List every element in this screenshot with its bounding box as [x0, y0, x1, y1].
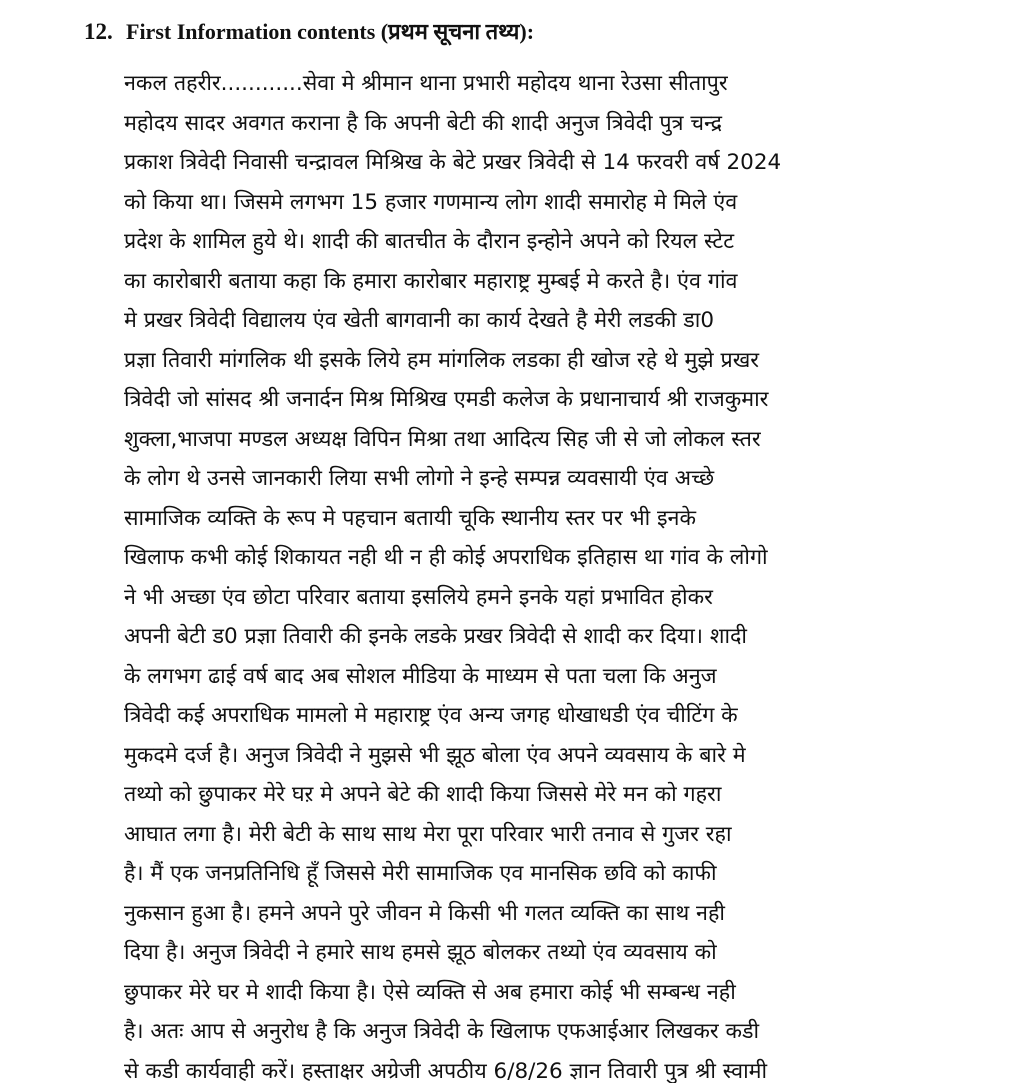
text-line: आघात लगा है। मेरी बेटी के साथ साथ मेरा पूरा परिवार भारी तनाव से गुजर रहा — [124, 821, 732, 847]
text-line: का कारोबारी बताया कहा कि हमारा कारोबार महाराष्ट्र मुम्बई मे करते है। एंव गांव — [124, 268, 738, 294]
text-line: महोदय सादर अवगत कराना है कि अपनी बेटी की शादी अनुज त्रिवेदी पुत्र चन्द्र — [124, 110, 723, 136]
text-line: खिलाफ कभी कोई शिकायत नही थी न ही कोई अपराधिक इतिहास था गांव के लोगो — [124, 545, 768, 570]
text-line: मुकदमे दर्ज है। अनुज त्रिवेदी ने मुझसे भी झूठ बोला एंव अपने व्यवसाय के बारे मे — [124, 742, 746, 768]
text-line: दिया है। अनुज त्रिवेदी ने हमारे साथ हमसे झूठ बोलकर तथ्यो एंव व्यवसाय को — [124, 940, 717, 965]
section-number: 12. — [84, 19, 113, 44]
text-line: है। अतः आप से अनुरोध है कि अनुज त्रिवेदी के खिलाफ एफआईआर लिखकर कडी — [124, 1019, 760, 1044]
text-line: त्रिवेदी कई अपराधिक मामलो मे महाराष्ट्र एंव अन्य जगह धोखाधडी एंव चीटिंग के — [124, 703, 738, 728]
text-line: के लोग थे उनसे जानकारी लिया सभी लोगो ने इन्हे सम्पन्न व्यवसायी एंव अच्छे — [124, 466, 715, 491]
text-line: नकल तहरीर............सेवा मे श्रीमान थाना प्रभारी महोदय थाना रेउसा सीतापुर — [124, 71, 728, 96]
text-line: को किया था। जिसमे लगभग 15 हजार गणमान्य लोग शादी समारोह मे मिले एंव — [124, 189, 738, 215]
text-line: प्रदेश के शामिल हुये थे। शादी की बातचीत के दौरान इन्होने अपने को रियल स्टेट — [124, 229, 735, 254]
text-line: छुपाकर मेरे घर मे शादी किया है। ऐसे व्यक्ति से अब हमारा कोई भी सम्बन्ध नही — [124, 979, 736, 1005]
text-line: है। मैं एक जनप्रतिनिधि हूँ जिससे मेरी सामाजिक एव मानसिक छवि को काफी — [124, 861, 717, 886]
text-line: अपनी बेटी ड0 प्रज्ञा तिवारी की इनके लडके प्रखर त्रिवेदी से शादी कर दिया। शादी — [124, 624, 747, 649]
text-line: प्रकाश त्रिवेदी निवासी चन्द्रावल मिश्रिख के बेटे प्रखर त्रिवेदी से 14 फरवरी वर्ष 2024 — [124, 150, 782, 175]
text-line: के लगभग ढाई वर्ष बाद अब सोशल मीडिया के माध्यम से पता चला कि अनुज — [124, 663, 717, 689]
section-title: First Information contents (प्रथम सूचना तथ्य): — [126, 19, 535, 44]
text-line: तथ्यो को छुपाकर मेरे घऱ मे अपने बेटे की शादी किया जिससे मेरे मन को गहरा — [124, 782, 722, 807]
text-line: त्रिवेदी जो सांसद श्री जनार्दन मिश्र मिश्रिख एमडी कलेज के प्रधानाचार्य श्री राजकुमार — [124, 387, 769, 412]
section-heading — [84, 16, 534, 52]
text-line: मे प्रखर त्रिवेदी विद्यालय एंव खेती बागवानी का कार्य देखते है मेरी लडकी डा0 — [124, 308, 715, 333]
first-information-text — [124, 64, 1014, 1083]
text-line: नुकसान हुआ है। हमने अपने पुरे जीवन मे किसी भी गलत व्यक्ति का साथ नही — [124, 900, 725, 926]
text-line: शुक्ला,भाजपा मण्डल अध्यक्ष विपिन मिश्रा तथा आदित्य सिह जी से जो लोकल स्तर — [124, 426, 761, 452]
text-line: प्रज्ञा तिवारी मांगलिक थी इसके लिये हम मांगलिक लडका ही खोज रहे थे मुझे प्रखर — [124, 347, 760, 373]
text-line: सामाजिक व्यक्ति के रूप मे पहचान बतायी चूकि स्थानीय स्तर पर भी इनके — [124, 505, 696, 531]
text-line: ने भी अच्छा एंव छोटा परिवार बताया इसलिये हमने इनके यहां प्रभावित होकर — [124, 584, 713, 610]
text-line: से कडी कार्यवाही करें। हस्ताक्षर अग्रेजी अपठीय 6/8/26 ज्ञान तिवारी पुत्र श्री स्वामी — [124, 1058, 768, 1083]
